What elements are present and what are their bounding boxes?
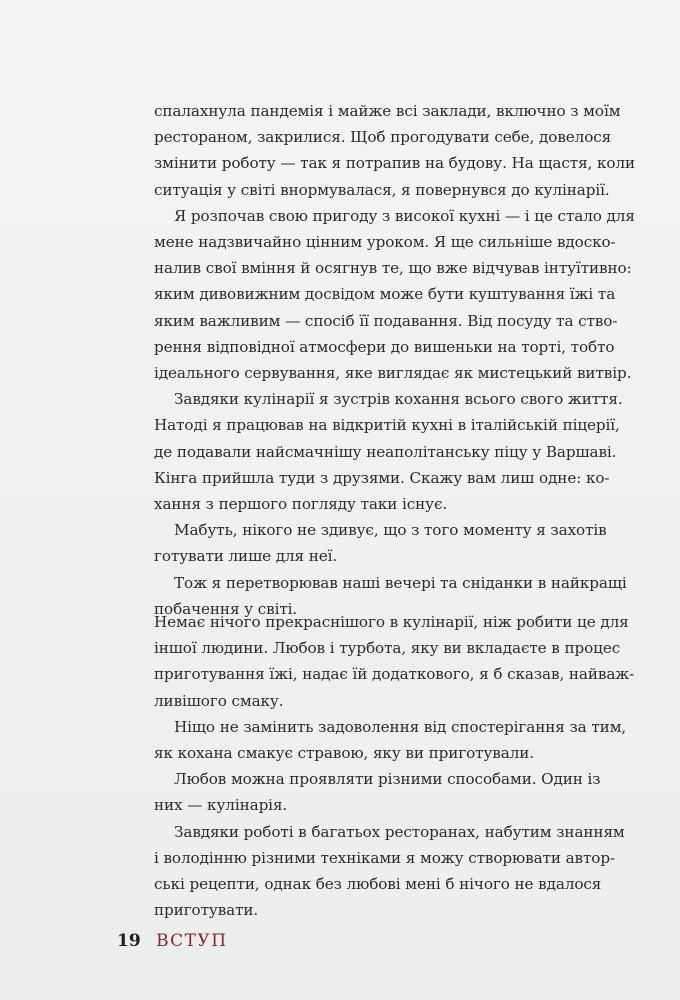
text-line: Завдяки кулінарії я зустрів кохання всього свого життя.: [174, 390, 623, 409]
paragraph: [154, 517, 607, 569]
text-line: як кохана смакує стравою, яку ви приготували.: [154, 744, 535, 763]
section-title: ВСТУП: [156, 931, 228, 951]
text-line: і володінню різними техніками я можу створювати автор-: [154, 848, 616, 867]
paragraph: [154, 714, 627, 766]
text-line: рення відповідної атмосфери до вишеньки на торті, тобто: [154, 337, 615, 356]
text-line: спалахнула пандемія і майже всі заклади, включно з моїм: [154, 102, 621, 120]
text-line: Тож я перетворював наші вечері та сніданки в найкращі: [174, 573, 627, 592]
page-footer: [117, 929, 228, 953]
text-line: ські рецепти, однак без любові мені б нічого не вдалося: [154, 875, 602, 894]
paragraph: [154, 203, 635, 386]
text-line: ситуація у світі внормувалася, я повернувся до кулінарії.: [154, 180, 610, 199]
text-line: Кінга прийшла туди з друзями. Скажу вам лиш одне: ко-: [154, 468, 610, 487]
text-line: Я розпочав свою пригоду з високої кухні — і це стало для: [174, 206, 635, 225]
paragraph: [154, 609, 635, 714]
text-line: іншої людини. Любов і турбота, яку ви вкладаєте в процес: [154, 639, 621, 658]
text-line: яким важливим — спосіб її подавання. Від посуду та ство-: [154, 311, 618, 330]
text-line: налив свої вміння й осягнув те, що вже відчував інтуїтивно:: [154, 259, 632, 278]
paragraph: [154, 98, 636, 203]
text-block-2: [154, 609, 635, 923]
text-line: мене надзвичайно цінним уроком. Я ще сильніше вдоско-: [154, 233, 616, 252]
text-line: Немає нічого прекраснішого в кулінарії, ніж робити це для: [154, 613, 629, 631]
text-line: готувати лише для неї.: [154, 547, 338, 566]
text-line: Мабуть, нікого не здивує, що з того моменту я захотів: [174, 521, 607, 540]
text-line: змінити роботу — так я потрапив на будову. На щастя, коли: [154, 154, 636, 173]
text-line: приготувати.: [154, 901, 259, 920]
text-line: яким дивовижним досвідом може бути куштування їжі та: [154, 285, 616, 304]
text-line: побачення у світі.: [154, 599, 298, 618]
text-line: хання з першого погляду таки існує.: [154, 495, 448, 514]
text-line: Завдяки роботі в багатьох ресторанах, набутим знанням: [174, 822, 625, 841]
text-line: ідеального сервування, яке виглядає як мистецький витвір.: [154, 364, 632, 383]
text-line: приготування їжі, надає їй додаткового, я б сказав, найваж-: [154, 665, 635, 684]
text-line: ливішого смаку.: [154, 691, 284, 710]
text-line: Любов можна проявляти різними способами. Один із: [174, 770, 601, 789]
text-line: де подавали найсмачнішу неаполітанську піцу у Варшаві.: [154, 442, 617, 461]
page-number: 19: [117, 931, 141, 951]
paragraph: [154, 386, 623, 517]
text-line: Натоді я працював на відкритій кухні в італійській піцерії,: [154, 416, 620, 435]
paragraph: [154, 819, 625, 924]
text-line: рестораном, закрилися. Щоб прогодувати себе, довелося: [154, 128, 612, 147]
text-line: них — кулінарія.: [154, 796, 288, 815]
text-line: Ніщо не замінить задоволення від спостерігання за тим,: [174, 717, 627, 736]
paragraph: [154, 766, 601, 818]
